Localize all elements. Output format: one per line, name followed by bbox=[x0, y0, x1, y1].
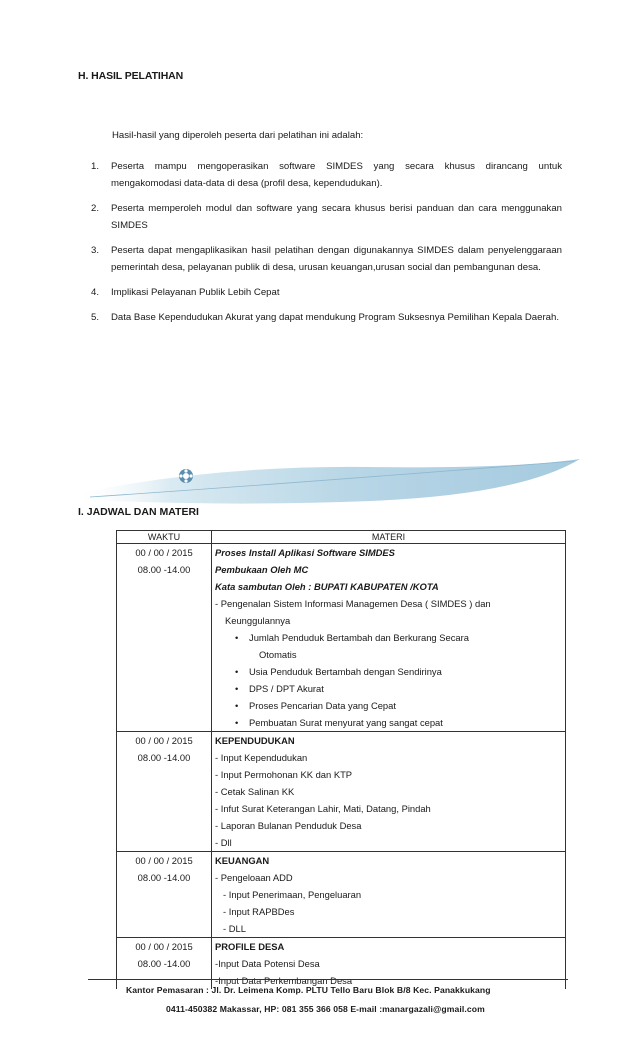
list-item-number: 5. bbox=[91, 312, 100, 323]
materi-line: - Dll bbox=[215, 837, 232, 848]
list-item-text: Peserta mampu mengoperasikan software SIMDES yang secara khusus dirancang untuk mengakomodasi data-data di desa (profil desa, kependudukan). bbox=[111, 161, 562, 189]
list-item-number: 2. bbox=[91, 203, 100, 214]
materi-cell bbox=[212, 544, 566, 732]
section-i-title: I. JADWAL DAN MATERI bbox=[78, 506, 199, 518]
materi-heading: PROFILE DESA bbox=[215, 941, 285, 952]
materi-line: - Pengenalan Sistem Informasi Managemen Desa ( SIMDES ) dan bbox=[215, 598, 491, 609]
bullet-icon: • bbox=[235, 632, 239, 643]
materi-line: -Input Data Perkembangan Desa bbox=[215, 975, 353, 986]
table-row bbox=[117, 938, 566, 990]
list-item-text: Implikasi Pelayanan Publik Lebih Cepat bbox=[111, 287, 280, 298]
materi-cell bbox=[212, 852, 566, 938]
table-row bbox=[117, 852, 566, 938]
materi-line: Kata sambutan Oleh : BUPATI KABUPATEN /KOTA bbox=[215, 581, 439, 592]
waktu-cell bbox=[117, 544, 212, 732]
materi-heading: KEPENDUDUKAN bbox=[215, 735, 295, 746]
list-item bbox=[91, 284, 562, 301]
list-item-number: 4. bbox=[91, 287, 100, 298]
session-time: 08.00 -14.00 bbox=[137, 872, 191, 883]
materi-line: -Input Data Potensi Desa bbox=[215, 958, 320, 969]
list-item bbox=[91, 309, 562, 326]
bullet-icon: • bbox=[235, 717, 239, 728]
materi-line: - Pengeloaan ADD bbox=[215, 872, 293, 883]
section-h-intro: Hasil-hasil yang diperoleh peserta dari pelatihan ini adalah: bbox=[112, 130, 364, 141]
list-item-number: 1. bbox=[91, 161, 100, 172]
list-item-text: Data Base Kependudukan Akurat yang dapat mendukung Program Suksesnya Pemilihan Kepala Daerah. bbox=[111, 312, 559, 323]
materi-cell bbox=[212, 732, 566, 852]
waktu-cell bbox=[117, 852, 212, 938]
bullet-icon: • bbox=[235, 666, 239, 677]
column-header-waktu: WAKTU bbox=[117, 531, 212, 544]
materi-line: - Infut Surat Keterangan Lahir, Mati, Datang, Pindah bbox=[215, 803, 431, 814]
bullet-icon: • bbox=[235, 700, 239, 711]
results-list bbox=[91, 158, 562, 326]
materi-line: Proses Install Aplikasi Software SIMDES bbox=[215, 547, 395, 558]
session-date: 00 / 00 / 2015 bbox=[135, 547, 193, 558]
materi-line: Keunggulannya bbox=[225, 615, 291, 626]
waktu-cell bbox=[117, 938, 212, 990]
session-date: 00 / 00 / 2015 bbox=[135, 941, 193, 952]
session-time: 08.00 -14.00 bbox=[137, 564, 191, 575]
waktu-cell bbox=[117, 732, 212, 852]
column-header-materi: MATERI bbox=[212, 531, 566, 544]
materi-line: - Input Kependudukan bbox=[215, 752, 308, 763]
bullet-icon: • bbox=[235, 683, 239, 694]
list-item bbox=[91, 158, 562, 192]
materi-line: - Input Permohonan KK dan KTP bbox=[215, 769, 353, 780]
materi-heading: KEUANGAN bbox=[215, 855, 270, 866]
materi-bullet: • DPS / DPT Akurat bbox=[215, 680, 562, 697]
table-row bbox=[117, 732, 566, 852]
materi-line: - Cetak Salinan KK bbox=[215, 786, 295, 797]
materi-bullet: • Usia Penduduk Bertambah dengan Sendirinya bbox=[215, 663, 562, 680]
materi-line: - Laporan Bulanan Penduduk Desa bbox=[215, 820, 362, 831]
footer-divider bbox=[88, 979, 568, 980]
materi-bullet: • Jumlah Penduduk Bertambah dan Berkurang Secara bbox=[215, 629, 562, 646]
materi-bullet: • Proses Pencarian Data yang Cepat bbox=[215, 697, 562, 714]
materi-line: - DLL bbox=[223, 923, 246, 934]
session-date: 00 / 00 / 2015 bbox=[135, 735, 193, 746]
materi-line: Pembukaan Oleh MC bbox=[215, 564, 309, 575]
session-date: 00 / 00 / 2015 bbox=[135, 855, 193, 866]
flower-ornament-icon bbox=[179, 469, 193, 483]
list-item-text: Peserta memperoleh modul dan software yang secara khusus berisi panduan dan cara menggunakan SIMDES bbox=[111, 203, 562, 231]
schedule-table bbox=[116, 530, 566, 989]
list-item-text: Peserta dapat mengaplikasikan hasil pelatihan dengan digunakannya SIMDES dalam penyelenggaraan pemerintah desa, pelayanan publik di desa, urusan keuangan,urusan social dan pembangunan desa. bbox=[111, 245, 562, 273]
materi-cell bbox=[212, 938, 566, 990]
list-item bbox=[91, 200, 562, 234]
footer-contact: 0411-450382 Makassar, HP: 081 355 366 058 E-mail :manargazali@gmail.com bbox=[166, 1004, 485, 1014]
session-time: 08.00 -14.00 bbox=[137, 752, 191, 763]
session-time: 08.00 -14.00 bbox=[137, 958, 191, 969]
list-item bbox=[91, 242, 562, 276]
list-item-number: 3. bbox=[91, 245, 100, 256]
materi-bullet: • Pembuatan Surat menyurat yang sangat cepat bbox=[215, 714, 562, 731]
table-header-row bbox=[117, 531, 566, 544]
materi-line: - Input RAPBDes bbox=[223, 906, 295, 917]
materi-line: Otomatis bbox=[259, 649, 297, 660]
table-row bbox=[117, 544, 566, 732]
section-h-title: H. HASIL PELATIHAN bbox=[78, 70, 184, 82]
materi-line: - Input Penerimaan, Pengeluaran bbox=[223, 889, 362, 900]
footer-address: Kantor Pemasaran : Jl. Dr. Leimena Komp. PLTU Tello Baru Blok B/8 Kec. Panakkukang bbox=[126, 985, 491, 995]
